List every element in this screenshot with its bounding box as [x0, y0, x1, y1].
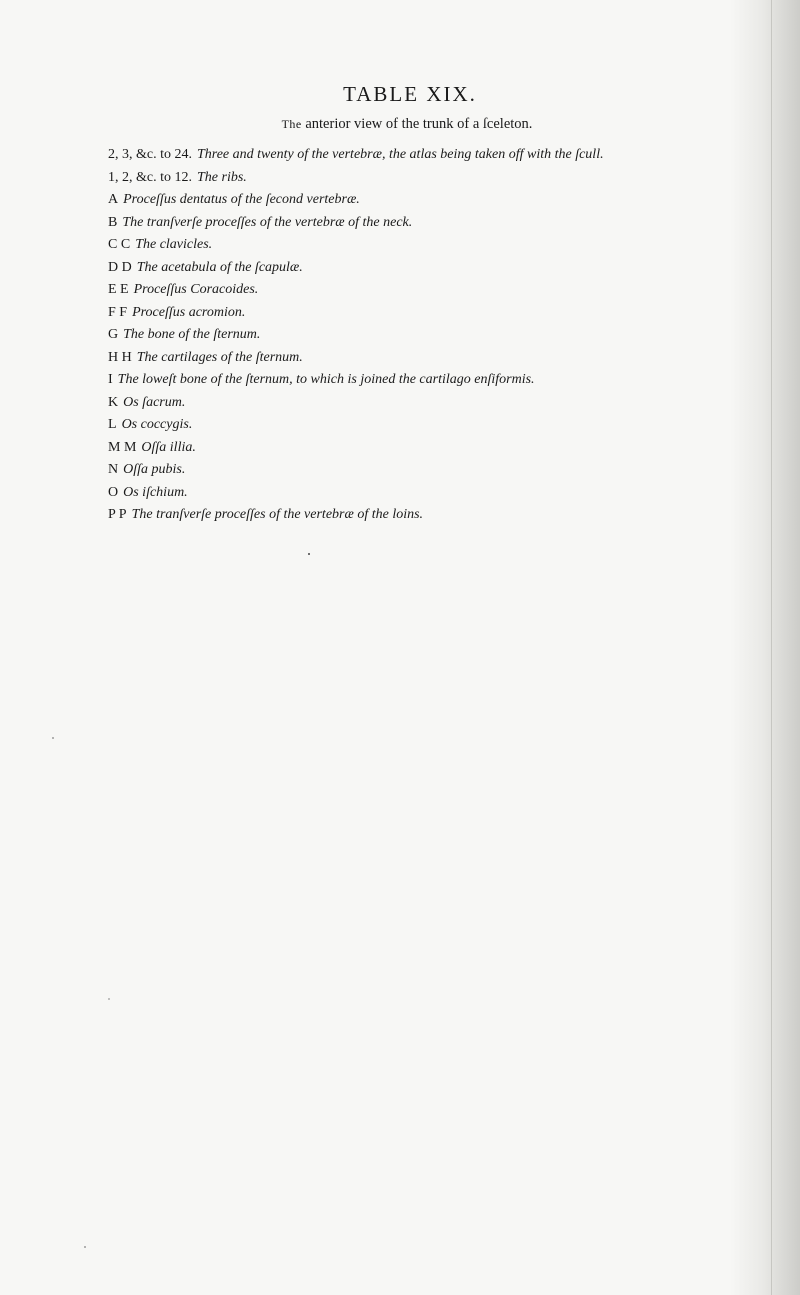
legend-key: A — [108, 192, 119, 207]
legend-description: Os coccygis. — [121, 417, 193, 432]
legend-description: Proceſſus dentatus of the ſecond vertebræ. — [123, 192, 360, 207]
paper-speck — [108, 998, 110, 1000]
page-subtitle — [0, 116, 800, 133]
legend-key: O — [108, 484, 119, 500]
legend-item — [108, 459, 708, 482]
paper-speck — [308, 553, 310, 555]
legend-description: The ribs. — [197, 169, 247, 185]
legend-item — [108, 347, 708, 370]
legend-key: D D — [108, 259, 132, 275]
legend-key: B — [108, 214, 118, 230]
legend-description: The tranſverſe proceſſes of the vertebræ of the neck. — [122, 214, 413, 230]
page-edge-shadow — [730, 0, 800, 1295]
legend-description: Oſſa pubis. — [123, 462, 186, 477]
legend-description: Three and twenty of the vertebræ, the atlas being taken off with the ſcull. — [197, 147, 604, 162]
page-edge-line — [771, 0, 772, 1295]
legend-item — [108, 369, 708, 392]
legend-key: N — [108, 462, 119, 477]
legend-key: L — [108, 417, 117, 432]
legend-key: M M — [108, 439, 137, 455]
legend-key: G — [108, 327, 119, 342]
page-title: TABLE XIX. — [343, 82, 477, 106]
legend-key: K — [108, 394, 119, 410]
legend-description: Os iſchium. — [123, 484, 188, 500]
legend-key: 1, 2, &c. to 12. — [108, 169, 192, 185]
legend-item — [108, 324, 708, 347]
legend-description: Proceſſus acromion. — [132, 304, 246, 320]
legend-list — [108, 144, 708, 527]
legend-description: The tranſverſe proceſſes of the vertebræ of the loins. — [131, 507, 424, 522]
legend-item — [108, 234, 708, 257]
legend-item — [108, 257, 708, 280]
legend-key: E E — [108, 282, 129, 297]
legend-description: Proceſſus Coracoides. — [133, 282, 259, 297]
legend-item — [108, 414, 708, 437]
subtitle-text: anterior view of the trunk of a ſceleton. — [305, 116, 533, 132]
legend-item — [108, 144, 708, 167]
legend-description: The acetabula of the ſcapulæ. — [136, 259, 303, 275]
legend-description: Oſſa illia. — [141, 439, 196, 455]
legend-description: Os ſacrum. — [123, 394, 186, 410]
legend-key: F F — [108, 304, 128, 320]
legend-key: C C — [108, 237, 131, 252]
legend-key: I — [108, 372, 113, 387]
legend-key: 2, 3, &c. to 24. — [108, 147, 192, 162]
legend-description: The cartilages of the ſternum. — [136, 349, 303, 365]
legend-item — [108, 212, 708, 235]
legend-key: H H — [108, 349, 132, 365]
legend-item — [108, 167, 708, 190]
legend-item — [108, 279, 708, 302]
legend-item — [108, 482, 708, 505]
legend-description: The bone of the ſternum. — [123, 327, 261, 342]
legend-item — [108, 504, 708, 527]
legend-key: P P — [108, 507, 127, 522]
legend-description: The clavicles. — [135, 237, 213, 252]
paper-speck — [84, 1246, 86, 1248]
paper-speck — [52, 737, 54, 739]
subtitle-lead: The — [281, 117, 302, 131]
legend-item — [108, 189, 708, 212]
legend-item — [108, 302, 708, 325]
legend-item — [108, 392, 708, 415]
legend-description: The loweſt bone of the ſternum, to which is joined the cartilago enſiformis. — [117, 372, 535, 387]
legend-item — [108, 437, 708, 460]
